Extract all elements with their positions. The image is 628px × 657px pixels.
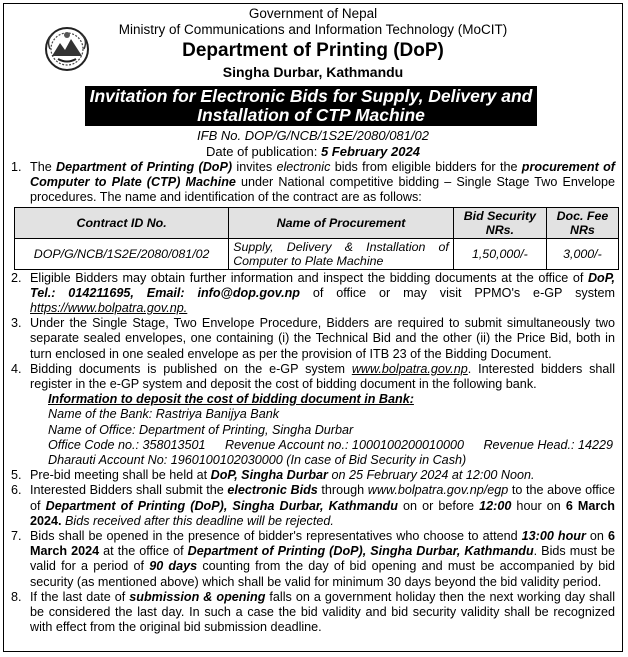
text-run: hour on — [511, 498, 566, 513]
text-run: on — [585, 529, 608, 544]
bank-office: Name of Office: Department of Printing, Singha Durbar — [48, 422, 354, 437]
text-run: If the last date of — [30, 589, 130, 604]
clause-4 — [10, 362, 615, 392]
cell-doc-fee: 3,000/- — [546, 238, 618, 269]
text-run: Department of Printing (DoP), Singha Durbar, Kathmandu — [45, 498, 398, 513]
revenue-head: Revenue Head.: 14229 — [483, 437, 613, 452]
text-run: Under the Single Stage, Two Envelope Procedure, Bidders are required to submit simultaneously two separate sealed envelopes, one containing (i) the Technical Bid and the other (ii) the Price Bid, both in turn enclosed in one sealed envelope as per the provision of ITB 23 of the Bidding Document. — [30, 316, 615, 361]
clause-number: 8. — [11, 589, 22, 604]
header-contract-id: Contract ID No. — [15, 207, 229, 238]
egp-submission-link[interactable]: www.bolpatra.gov.np/egp — [367, 483, 509, 498]
text-run: 12:00 — [479, 498, 512, 513]
text-run: Interested Bidders shall submit the — [30, 483, 228, 498]
banner-line-1: Invitation for Electronic Bids for Supply, Delivery and — [89, 86, 533, 106]
text-run: through — [317, 483, 368, 498]
text-run: bids from eligible bidders for the — [330, 160, 522, 174]
banner-line-2: Installation of CTP Machine — [197, 105, 425, 125]
text-run: on or before — [397, 498, 480, 513]
text-run: electronic Bids — [227, 483, 318, 498]
text-run: at the office of — [99, 544, 188, 559]
notice-page — [3, 3, 623, 652]
text-run: under National competitive bidding – Single Stage Two Envelope procedures. The name and identification of the contract are as follows: — [30, 175, 616, 205]
text-run: procurement of Computer to Plate (CTP) Machine — [30, 160, 616, 190]
clause-number: 1. — [11, 160, 22, 174]
bank-info — [10, 392, 615, 468]
text-run: Department of Printing (DoP), Singha Durbar, Kathmandu — [187, 544, 534, 559]
contract-table — [14, 207, 619, 270]
cell-procurement-name: Supply, Delivery & Installation of Computer to Plate Machine — [229, 238, 454, 269]
publication-date-value: 5 February 2024 — [320, 144, 420, 159]
text-run: submission & opening — [129, 589, 266, 604]
clause-number: 6. — [11, 483, 22, 498]
clause-1 — [10, 160, 615, 206]
department-address: Singha Durbar, Kathmandu — [222, 64, 404, 80]
bank-codes-row — [48, 438, 615, 453]
table-header-row — [15, 207, 619, 238]
government-title: Government of Nepal — [248, 6, 378, 21]
text-run: . Interested bidders shall register in the e-GP system and deposit the cost of bidding document in the following bank. — [30, 361, 615, 392]
clause-number: 7. — [11, 529, 22, 544]
text-run: 13:00 hour — [521, 529, 586, 544]
text-run: Eligible Bidders may obtain further information and inspect the bidding documents at the office of — [30, 270, 588, 285]
cell-bid-security: 1,50,000/- — [453, 238, 546, 269]
header-bid-security: Bid Security NRs. — [453, 207, 546, 238]
ifb-number: IFB No. DOP/G/NCB/1S2E/2080/081/02 — [197, 128, 429, 143]
clause-number: 4. — [11, 361, 22, 376]
text-run: Bids received after this deadline will be rejected. — [61, 513, 334, 528]
table-row — [15, 238, 619, 269]
text-run: electronic — [276, 160, 331, 174]
text-run: counting from the day of bid opening and must be accompanied by bid security (as mentioned above) which shall be valid for minimum 30 days beyond the bid validity period. — [30, 559, 616, 589]
letterhead — [4, 4, 622, 84]
bolpatra-link[interactable]: https://www.bolpatra.gov.np. — [30, 301, 188, 316]
text-run: to the above office of — [30, 483, 615, 513]
text-run: Pre-bid meeting shall be held at — [30, 468, 211, 483]
text-run: DoP, Singha Durbar — [210, 468, 328, 483]
text-run: 6 March 2024 — [30, 529, 615, 559]
clause-number: 2. — [11, 270, 22, 285]
clause-3 — [10, 316, 615, 362]
bank-info-heading: Information to deposit the cost of bidding document in Bank: — [48, 392, 414, 407]
notice-body — [10, 160, 615, 635]
text-run: 6 March 2024. — [30, 498, 615, 528]
publication-date-label: Date of publication: — [206, 144, 321, 159]
clause-6 — [10, 483, 615, 529]
clause-5 — [10, 468, 615, 483]
text-run: of office or may visit PPMO's e-GP system — [300, 285, 615, 300]
department-title: Department of Printing (DoP) — [182, 40, 444, 61]
cell-contract-id: DOP/G/NCB/1S2E/2080/081/02 — [15, 238, 229, 269]
office-code: Office Code no.: 358013501 — [48, 437, 206, 452]
text-run: invites — [232, 160, 277, 174]
bank-name: Name of the Bank: Rastriya Banijya Bank — [48, 407, 279, 422]
text-run: Bidding documents is published on the e-GP system — [30, 361, 352, 376]
ministry-title: Ministry of Communications and Information Technology (MoCIT) — [118, 22, 508, 37]
text-run: Bids shall be opened in the presence of bidder's representatives who choose to attend — [30, 529, 522, 544]
revenue-account: Revenue Account no.: 1000100200010000 — [224, 437, 465, 452]
egp-link[interactable]: www.bolpatra.gov.np — [351, 361, 468, 376]
clause-number: 3. — [11, 316, 22, 331]
clause-7 — [10, 529, 615, 590]
publication-date — [4, 144, 622, 159]
text-run: 90 days — [149, 559, 198, 574]
contact-details: DoP, Tel.: 014211695, Email: info@dop.gov.np — [30, 270, 615, 300]
clause-number: 5. — [11, 468, 22, 483]
text-run: Department of Printing (DoP) — [56, 160, 233, 174]
notice-banner — [85, 86, 537, 126]
dharauti-account: Dharauti Account No: 1960100102030000 (In case of Bid Security in Cash) — [48, 453, 467, 468]
text-run: The — [30, 160, 57, 174]
text-run: falls on a government holiday then the next working day shall be considered the last day. In such a case the bid validity and bid security validity shall be recognized with effect from the original bid submission deadline. — [30, 589, 615, 635]
header-procurement-name: Name of Procurement — [229, 207, 454, 238]
text-run: on 25 February 2024 at 12:00 Noon. — [327, 468, 535, 483]
clause-2 — [10, 271, 615, 317]
header-doc-fee: Doc. Fee NRs — [546, 207, 618, 238]
clause-8 — [10, 590, 615, 636]
text-run: . Bids must be valid for a period of — [30, 544, 616, 574]
